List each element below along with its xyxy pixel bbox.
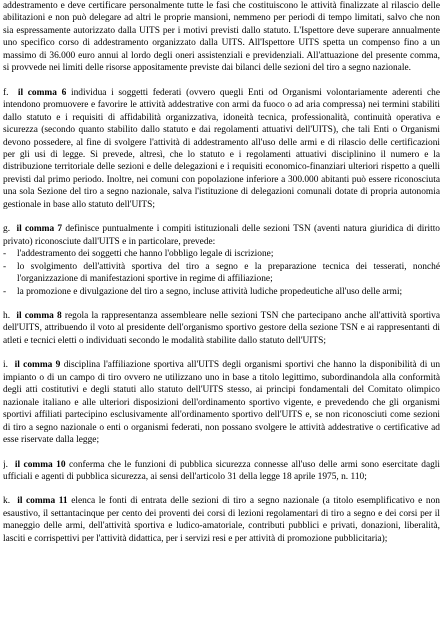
clause-i [3,359,440,446]
clause-g-bullet-1 [3,248,440,260]
clause-i-lead: il comma 9 [14,360,61,371]
bullet-text: l'addestramento dei soggetti che hanno l'obbligo legale di iscrizione; [17,249,274,260]
clause-g-lead: il comma 7 [16,224,63,235]
bullet-dash: - [3,249,7,260]
clause-g-text: definisce puntualmente i compiti istituzionali delle sezioni TSN (aventi natura giuridica di diritto privato) riconosciute dall'UITS e in particolare, prevede: [3,224,440,247]
clause-h-text: regola la rappresentanza assembleare nelle sezioni TSN che partecipano anche all'attività sportiva dell'UITS, attribuendo il voto al presidente dell'organismo sportivo gestore della sezione TSN e ai rappresentanti di atleti e tecnici eletti o individuati secondo le modalità stabilite dallo statuto dell'UITS; [3,310,440,346]
clause-g-prefix: g. [3,224,11,235]
clause-f [3,87,440,212]
clause-j [3,459,440,484]
clause-f-prefix: f. [3,87,9,98]
clause-h-lead: il comma 8 [16,310,62,321]
bullet-text: la promozione e divulgazione del tiro a segno, incluse attività ludiche propedeutiche all'uso delle armi; [17,286,403,297]
clause-k-prefix: k. [3,496,11,507]
clause-f-text: individua i soggetti federati (ovvero quegli Enti od Organismi volontariamente aderenti che intendono promuovere e favorire le attività addestrative con armi da fuoco o ad aria compressa) nei termini stabiliti dallo statuto e i requisiti di affidabilità organizzativa, idoneità tecnica, professionalità, continuità operativa e sicurezza (secondo quanto stabilito dallo statuto e dai regolamenti attuativi dell'UITS), che tali Enti o Organismi devono possedere, al fine di svolgere l'attività di addestramento all'uso delle armi e di rilascio delle certificazioni per gli usi di legge. Si prevede, altresì, che lo statuto e i regolamenti attuativi disciplinino il numero e la distribuzione territoriale delle sezioni e delle delegazioni e i requisiti economico-finanziari ulteriori rispetto a quelli previsti dal primo periodo. Inoltre, nei comuni con popolazione inferiore a 300.000 abitanti può essere riconosciuta una sola Sezione del tiro a segno nazionale, salva l'istituzione di delegazioni comunali dotate di propria autonomia gestionale in base allo statuto dell'UITS; [3,87,440,210]
bullet-dash: - [3,286,7,297]
clause-g [3,223,440,248]
clause-k [3,495,440,545]
bullet-text: lo svolgimento dell'attività sportiva del tiro a segno e la preparazione tecnica dei tesserati, nonché l'organizzazione di manifestazioni sportive in regime di affiliazione; [17,261,440,285]
clause-i-text: disciplina l'affiliazione sportiva all'UITS degli organismi sportivi che hanno la disponibilità di un impianto o di un campo di tiro ovvero ne utilizzano uno in base a titolo legittimo, subordinandola alla conformità degli atti costitutivi e degli statuti allo statuto dell'UITS stesso, ai principi fondamentali del Comitato olimpico nazionale italiano e alle ulteriori disposizioni dell'ordinamento sportivo vigente, e prevedendo che gli organismi sportivi affiliati partecipino esclusivamente all'ordinamento sportivo dell'UITS e, se non riconosciuti come sezioni di tiro a segno nazionale o enti o organismi federati, non possano svolgere le attività addestrative o certificative ad esse riservate dalla legge; [3,360,440,446]
clause-j-prefix: j. [3,459,8,470]
clause-g-bullet-2 [3,261,440,286]
document-page [3,0,440,644]
clause-h [3,310,440,347]
clause-k-lead: il comma 11 [17,496,68,507]
clause-j-text: conferma che le funzioni di pubblica sicurezza connesse all'uso delle armi sono esercitate dagli ufficiali e agenti di pubblica sicurezza, ai sensi dell'articolo 31 della legge 18 aprile 1975, n. 110; [3,459,440,482]
clause-i-prefix: i. [3,360,8,371]
clause-f-lead: il comma 6 [17,87,67,98]
clause-j-lead: il comma 10 [14,459,66,470]
clause-k-text: elenca le fonti di entrata delle sezioni di tiro a segno nazionale (a titolo esemplificativo e non esaustivo, il settantacinque per cento dei proventi dei corsi di lezioni regolamentari di tiro a segno e dei corsi per il maneggio delle armi, dell'attività sportiva e ludico-amatoriale, contributi pubblici e privati, donazioni, liberalità, lasciti e corrispettivi per l'attività didattica, per i servizi resi e per attività di promozione pubblicitaria); [3,496,440,544]
clause-g-bullet-3 [3,286,440,298]
bullet-dash: - [3,261,7,272]
clause-h-prefix: h. [3,310,11,321]
intro-paragraph: addestramento e deve certificare personalmente tutte le fasi che costituiscono le attività finalizzate al rilascio delle abilitazioni e non può delegare ad altri le proprie mansioni, nemmeno per periodi di tempo limitati, salvo che non sia espressamente autorizzato dalla UITS per i motivi previsti dallo statuto. L'Ispettore deve superare annualmente uno specifico corso di addestramento organizzato dalla UITS. All'Ispettore UITS spetta un compenso fino a un massimo di 36.000 euro annui al lordo degli oneri assistenziali e previdenziali. All'attuazione del presente comma, si provvede nei limiti delle risorse appositamente previste dai bilanci delle sezioni del tiro a segno nazionale. [3,1,440,74]
